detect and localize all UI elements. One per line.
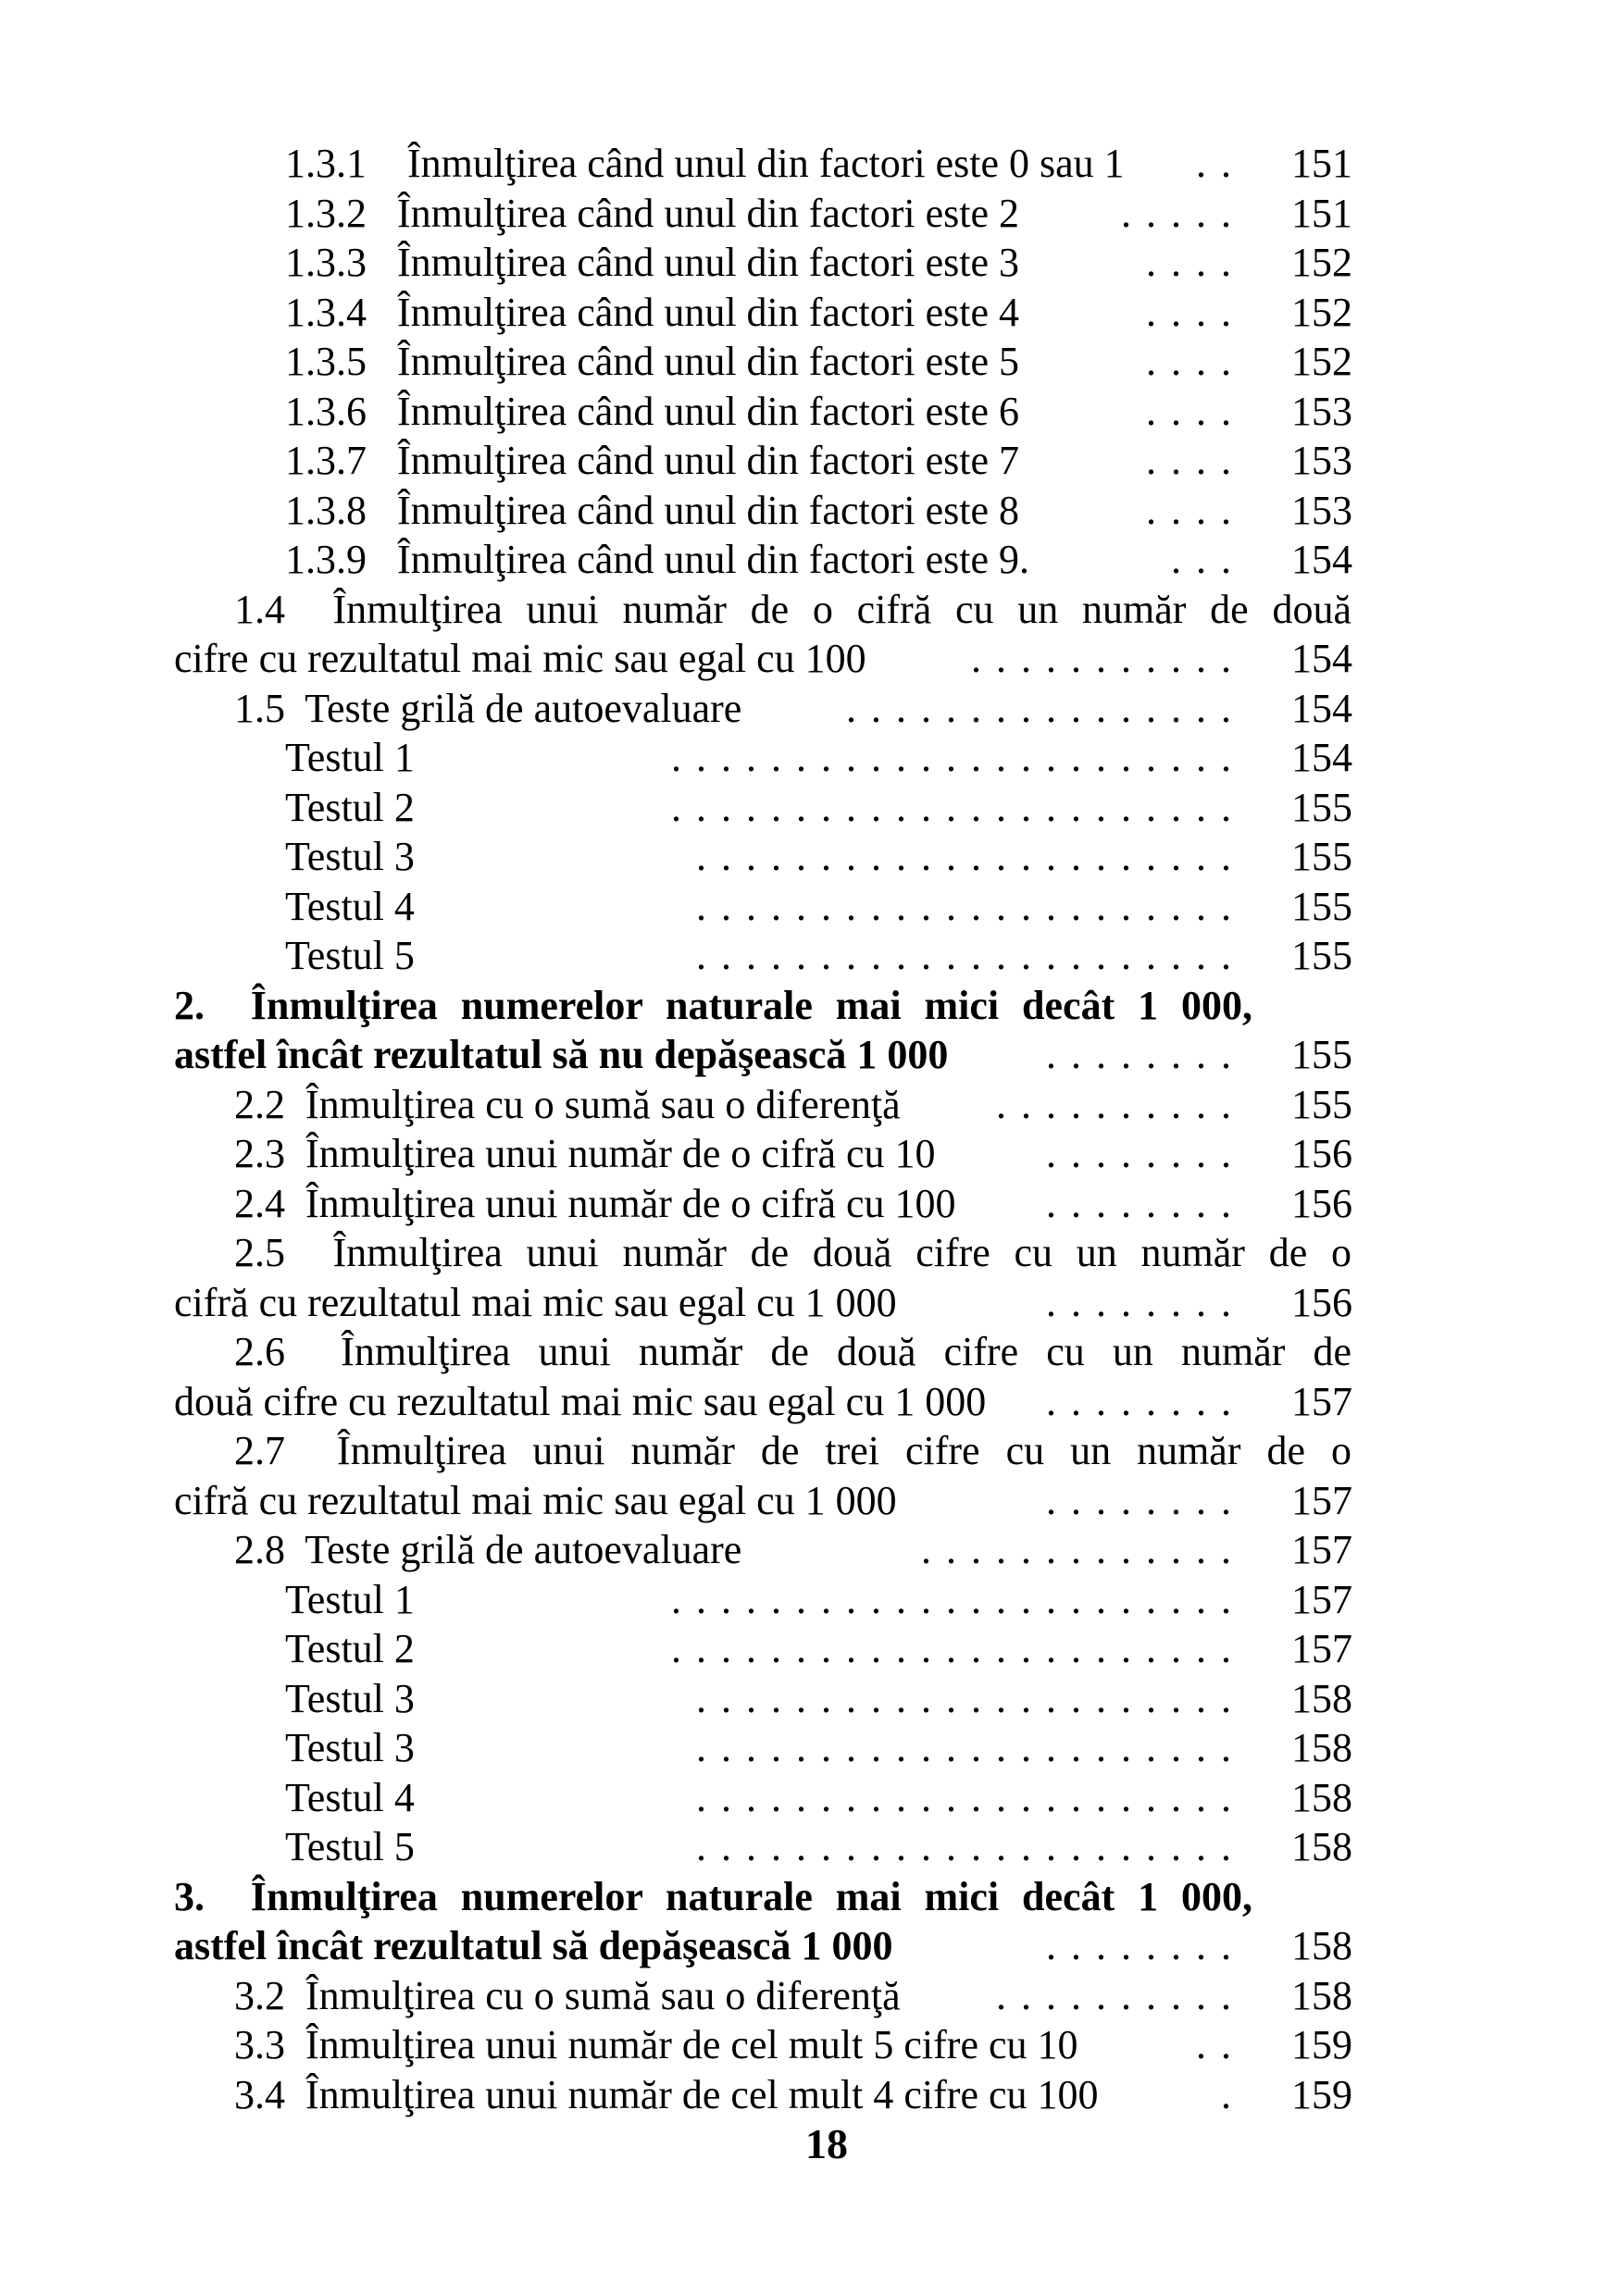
dot-leader: . . . . .: [1121, 190, 1231, 236]
toc-line: [174, 436, 1379, 486]
dot-leader: . . . . . . . . . . . . . . . . . . . . . .: [696, 1774, 1231, 1820]
toc-entry-page: 156: [1291, 1180, 1352, 1226]
dot-leader: . . . . . . . . . .: [996, 1972, 1231, 2018]
toc-entry-text: astfel încât rezultatul să nu depăşească 1 000: [174, 1032, 949, 1077]
toc-entry-page: 155: [1291, 883, 1352, 929]
toc-line: 1.4 Înmulţirea unui număr de o cifră cu un număr de două: [234, 586, 1351, 632]
toc-entry-page: 153: [1291, 388, 1352, 434]
toc-line: [174, 387, 1379, 437]
toc-entry-page: 158: [1291, 1923, 1352, 1968]
dot-leader: . .: [1196, 141, 1231, 186]
toc-line: [174, 733, 1379, 783]
toc-entry-text: două cifre cu rezultatul mai mic sau egal cu 1 000: [174, 1378, 987, 1424]
dot-leader: . . . . . . . .: [1046, 1032, 1231, 1077]
toc-entry-text: 2.2 Înmulţirea cu o sumă sau o diferenţă: [234, 1081, 901, 1127]
toc-line: [174, 684, 1379, 734]
toc-line: [174, 486, 1379, 536]
toc-entry-text: Testul 3: [285, 834, 415, 879]
toc-entry-page: 154: [1291, 735, 1352, 780]
dot-leader: . . . . . . . . . . . . . . . . . . . . . .: [696, 883, 1231, 929]
dot-leader: . . . . . . . . . . . . . . . . . . . . . .: [696, 1725, 1231, 1770]
toc-entry-page: 154: [1291, 636, 1352, 681]
toc-entry-text: 2.8 Teste grilă de autoevaluare: [234, 1527, 742, 1572]
toc-entry-text: 1.3.3 Înmulţirea când unul din factori este 3: [285, 240, 1019, 285]
toc-entry-text: 2.3 Înmulţirea unui număr de o cifră cu 10: [234, 1131, 936, 1176]
toc-line: [174, 189, 1379, 239]
toc-entry-text: Testul 2: [285, 784, 415, 830]
toc-line: [174, 1278, 1379, 1328]
toc-entry-text: 3.4 Înmulţirea unui număr de cel mult 4 cifre cu 100: [234, 2071, 1099, 2117]
toc-entry-text: 1.3.9 Înmulţirea când unul din factori este 9.: [285, 537, 1029, 582]
toc-entry-page: 155: [1291, 933, 1352, 978]
toc-entry-page: 155: [1291, 834, 1352, 879]
toc-line: [174, 783, 1379, 833]
toc-entry-text: 1.3.8 Înmulţirea când unul din factori este 8: [285, 487, 1019, 533]
toc-entry-page: 155: [1291, 1032, 1352, 1077]
dot-leader: . . .: [1171, 537, 1231, 582]
toc-entry-page: 157: [1291, 1576, 1352, 1622]
dot-leader: . . . . . . . .: [1046, 1180, 1231, 1226]
toc-line: [174, 634, 1379, 684]
toc-line: [174, 1773, 1379, 1823]
toc-entry-text: Testul 5: [285, 1824, 415, 1869]
toc-entry-text: 3.3 Înmulţirea unui număr de cel mult 5 cifre cu 10: [234, 2022, 1078, 2067]
toc-line: [174, 1822, 1379, 1872]
dot-leader: . . . . . . . . . . . . . . . . . . . . . . .: [671, 1626, 1231, 1671]
toc-line: [174, 1674, 1379, 1724]
toc-entry-text: cifră cu rezultatul mai mic sau egal cu 1 000: [174, 1477, 897, 1523]
toc-entry-page: 153: [1291, 438, 1352, 483]
toc-line: [174, 882, 1379, 932]
toc-entry-page: 159: [1291, 2071, 1352, 2117]
dot-leader: .: [1221, 2071, 1231, 2117]
toc-heading-line: [174, 1921, 1379, 1971]
toc-entry-page: 152: [1291, 240, 1352, 285]
toc-line: [174, 2070, 1379, 2120]
dot-leader: . . . . . . . .: [1046, 1131, 1231, 1176]
toc-entry-text: Testul 1: [285, 1576, 415, 1622]
toc-entry-text: astfel încât rezultatul să depăşească 1 000: [174, 1923, 893, 1968]
toc-heading-line: [174, 1030, 1379, 1080]
dot-leader: . . . .: [1146, 289, 1231, 335]
toc-line: [174, 337, 1379, 387]
dot-leader: . . . . . . . . . . . . . . . . . . . . . .: [696, 1824, 1231, 1869]
dot-leader: . .: [1196, 2022, 1231, 2067]
toc-entry-text: 1.3.1 Înmulţirea când unul din factori este 0 sau 1: [285, 141, 1125, 186]
toc-entry-text: Testul 4: [285, 1774, 415, 1820]
toc-entry-page: 158: [1291, 1972, 1352, 2018]
toc-entry-text: Testul 4: [285, 883, 415, 929]
dot-leader: . . . .: [1146, 438, 1231, 483]
dot-leader: . . . .: [1146, 240, 1231, 285]
dot-leader: . . . .: [1146, 339, 1231, 384]
toc-entry-text: cifre cu rezultatul mai mic sau egal cu 100: [174, 636, 866, 681]
dot-leader: . . . . . . . . . . . . . . . . . . . . . . .: [671, 735, 1231, 780]
page-number: 18: [805, 2120, 848, 2167]
toc-line: [174, 139, 1379, 189]
dot-leader: . . . . . . . . . . . . . . . . . . . . . . .: [671, 1576, 1231, 1622]
toc-entry-page: 151: [1291, 190, 1352, 236]
toc-entry-page: 158: [1291, 1774, 1352, 1820]
dot-leader: . . . . . . . . . .: [996, 1081, 1231, 1127]
toc-entry-text: Testul 5: [285, 933, 415, 978]
toc-line: [174, 1179, 1379, 1229]
toc-entry-page: 155: [1291, 784, 1352, 830]
dot-leader: . . . . . . . .: [1046, 1279, 1231, 1325]
dot-leader: . . . . . . . .: [1046, 1923, 1231, 1968]
toc-line: [174, 1525, 1379, 1575]
toc-entry-page: 158: [1291, 1725, 1352, 1770]
toc-line: 2.6 Înmulţirea unui număr de două cifre cu un număr de: [234, 1329, 1351, 1374]
toc-entry-text: Testul 1: [285, 735, 415, 780]
toc-line: [174, 1624, 1379, 1674]
toc-entry-page: 154: [1291, 685, 1352, 731]
toc-entry-page: 151: [1291, 141, 1352, 186]
toc-line: 2.5 Înmulţirea unui număr de două cifre cu un număr de o: [234, 1230, 1351, 1275]
dot-leader: . . . .: [1146, 487, 1231, 533]
toc-line: [174, 2020, 1379, 2070]
toc-line: [174, 1723, 1379, 1773]
dot-leader: . . . . . . . . . . . . . . . .: [846, 685, 1231, 731]
toc-entry-text: 1.3.6 Înmulţirea când unul din factori este 6: [285, 388, 1019, 434]
toc-line: [174, 1971, 1379, 2021]
toc-entry-page: 158: [1291, 1675, 1352, 1721]
toc-entry-page: 156: [1291, 1131, 1352, 1176]
dot-leader: . . . . . . . . . . .: [971, 636, 1231, 681]
toc-line: [174, 832, 1379, 882]
toc-entry-text: 1.5 Teste grilă de autoevaluare: [234, 685, 742, 731]
toc-line: [174, 1575, 1379, 1625]
dot-leader: . . . . . . . .: [1046, 1378, 1231, 1424]
toc-entry-page: 156: [1291, 1279, 1352, 1325]
toc-entry-page: 157: [1291, 1378, 1352, 1424]
toc-line: [174, 288, 1379, 338]
toc-entry-page: 152: [1291, 339, 1352, 384]
toc-heading-line: 3. Înmulţirea numerelor naturale mai mici decât 1 000,: [174, 1873, 1252, 1919]
toc-entry-page: 157: [1291, 1626, 1352, 1671]
toc-entry-page: 157: [1291, 1477, 1352, 1523]
toc-line: [174, 535, 1379, 585]
toc-entry-text: 2.4 Înmulţirea unui număr de o cifră cu 100: [234, 1180, 956, 1226]
toc-line: [174, 238, 1379, 288]
toc-entry-page: 157: [1291, 1527, 1352, 1572]
toc-entry-text: 3.2 Înmulţirea cu o sumă sau o diferenţă: [234, 1972, 901, 2018]
toc-entry-text: 1.3.5 Înmulţirea când unul din factori este 5: [285, 339, 1019, 384]
toc-entry-text: 1.3.4 Înmulţirea când unul din factori este 4: [285, 289, 1019, 335]
toc-entry-text: Testul 2: [285, 1626, 415, 1671]
toc-entry-page: 155: [1291, 1081, 1352, 1127]
toc-line: [174, 1080, 1379, 1130]
dot-leader: . . . . . . . . . . . . .: [921, 1527, 1231, 1572]
dot-leader: . . . . . . . . . . . . . . . . . . . . . .: [696, 834, 1231, 879]
toc-entry-page: 158: [1291, 1824, 1352, 1869]
toc-entry-text: 1.3.7 Înmulţirea când unul din factori este 7: [285, 438, 1019, 483]
toc-line: [174, 1476, 1379, 1526]
toc-entry-text: cifră cu rezultatul mai mic sau egal cu 1 000: [174, 1279, 897, 1325]
dot-leader: . . . . . . . .: [1046, 1477, 1231, 1523]
toc-entry-text: 1.3.2 Înmulţirea când unul din factori este 2: [285, 190, 1019, 236]
toc-heading-line: 2. Înmulţirea numerelor naturale mai mici decât 1 000,: [174, 982, 1252, 1028]
toc-entry-text: Testul 3: [285, 1725, 415, 1770]
toc-entry-page: 152: [1291, 289, 1352, 335]
dot-leader: . . . .: [1146, 388, 1231, 434]
dot-leader: . . . . . . . . . . . . . . . . . . . . . .: [696, 1675, 1231, 1721]
dot-leader: . . . . . . . . . . . . . . . . . . . . . .: [696, 933, 1231, 978]
toc-line: [174, 931, 1379, 981]
toc-entry-page: 154: [1291, 537, 1352, 582]
toc-line: [174, 1129, 1379, 1179]
toc-entry-page: 159: [1291, 2022, 1352, 2067]
table-of-contents: [174, 139, 1379, 2119]
toc-line: 2.7 Înmulţirea unui număr de trei cifre cu un număr de o: [234, 1428, 1351, 1473]
toc-line: [174, 1377, 1379, 1427]
toc-entry-page: 153: [1291, 487, 1352, 533]
toc-entry-text: Testul 3: [285, 1675, 415, 1721]
dot-leader: . . . . . . . . . . . . . . . . . . . . . . .: [671, 784, 1231, 830]
